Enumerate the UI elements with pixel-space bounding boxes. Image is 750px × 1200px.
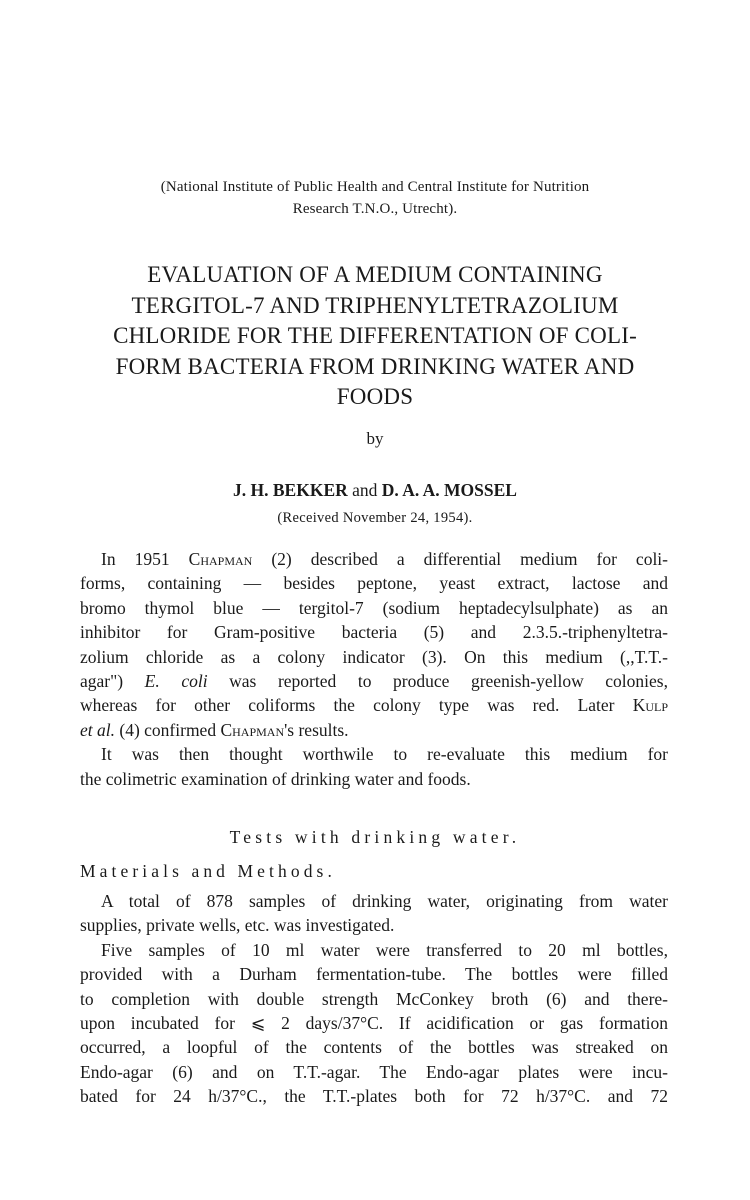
title-line: TERGITOL-7 AND TRIPHENYLTETRAZOLIUM: [131, 292, 619, 318]
text-line: upon incubated for ⩽ 2 days/37°C. If acidification or gas formation: [80, 1013, 668, 1034]
title-line: EVALUATION OF A MEDIUM CONTAINING: [147, 262, 603, 287]
text-line: bromo thymol blue — tergitol-7 (sodium heptadecylsulphate) as an: [80, 597, 668, 618]
author-ref: Kulp: [632, 695, 668, 716]
title-line: FORM BACTERIA FROM DRINKING WATER AND: [115, 353, 635, 379]
text-line: Endo-agar (6) and on T.T.-agar. The Endo-agar plates were incu-: [80, 1061, 668, 1082]
text-line: agar") E. coli was reported to produce greenish-yellow colonies,: [80, 671, 668, 692]
text-line: In 1951 Chapman (2) described a differential medium for coli-: [101, 549, 668, 569]
intro-paragraphs: [80, 547, 668, 791]
author-ref: Chapman: [188, 549, 253, 569]
et-al: et al.: [80, 719, 115, 740]
text-line: provided with a Durham fermentation-tube. The bottles were filled: [80, 964, 668, 985]
title-line: CHLORIDE FOR THE DIFFERENTATION OF COLI-: [113, 323, 637, 348]
author-conjunction: and: [352, 480, 378, 500]
text-line: to completion with double strength McConkey broth (6) and there-: [80, 988, 668, 1009]
text-line: zolium chloride as a colony indicator (3). On this medium (,,T.T.-: [80, 646, 668, 667]
section-heading: Tests with drinking water.: [229, 827, 521, 847]
author-ref: Chapman: [220, 719, 285, 740]
text-line: et al. (4) confirmed Chapman's results.: [80, 719, 349, 740]
text-line: inhibitor for Gram-positive bacteria (5) and 2.3.5.-triphenyltetra-: [80, 622, 668, 643]
title-line: FOODS: [336, 384, 414, 409]
species-name: E. coli: [144, 671, 208, 692]
author-name: J. H. BEKKER: [233, 480, 348, 500]
methods-paragraphs: [80, 889, 668, 1109]
text-line: occurred, a loopful of the contents of the bottles was streaked on: [80, 1037, 668, 1058]
author-name: D. A. A. MOSSEL: [381, 480, 517, 500]
by-line: by: [366, 429, 384, 448]
authors: [0, 479, 750, 501]
affiliation-line: Research T.N.O., Utrecht).: [292, 201, 458, 217]
article-title: [70, 260, 680, 413]
text-line: supplies, private wells, etc. was investigated.: [80, 915, 395, 936]
text-line: It was then thought worthwile to re-evaluate this medium for: [101, 744, 668, 765]
received-date: (Received November 24, 1954).: [277, 510, 473, 526]
text-line: the colimetric examination of drinking water and foods.: [80, 768, 471, 789]
affiliation: [80, 176, 670, 220]
text-line: forms, containing — besides peptone, yeast extract, lactose and: [80, 573, 668, 594]
text-line: Five samples of 10 ml water were transferred to 20 ml bottles,: [101, 939, 668, 960]
text-line: bated for 24 h/37°C., the T.T.-plates both for 72 h/37°C. and 72: [80, 1086, 668, 1107]
text-line: whereas for other coliforms the colony type was red. Later Kulp: [80, 695, 668, 716]
affiliation-line: (National Institute of Public Health and Central Institute for Nutrition: [160, 179, 590, 195]
text-line: A total of 878 samples of drinking water, originating from water: [101, 891, 668, 911]
sub-heading: Materials and Methods.: [80, 861, 336, 881]
